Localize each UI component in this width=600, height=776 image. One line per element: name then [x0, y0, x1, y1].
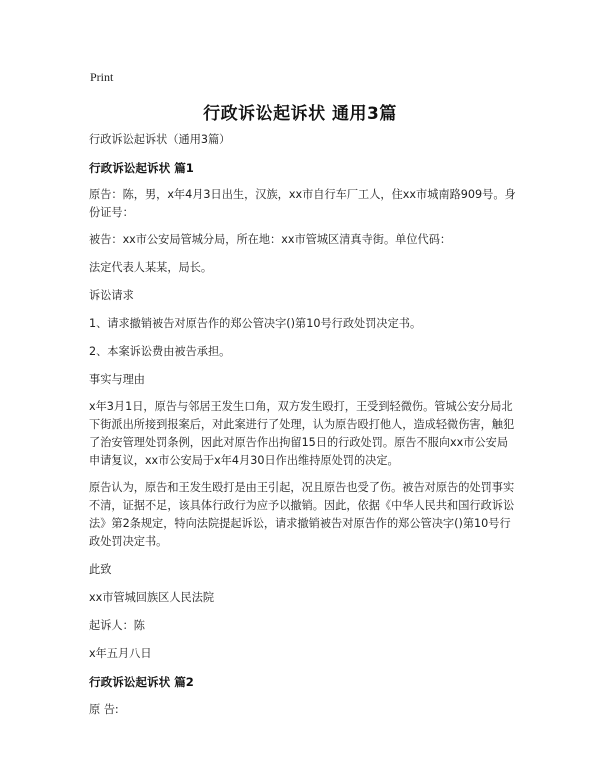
salutation: 此致	[89, 563, 112, 576]
facts-paragraph-1: x年3月1日，原告与邻居王发生口角，双方发生殴打，王受到轻微伤。管城公安分局北下街派出所接到报案后，对此案进行了处理，认为原告殴打他人，造成轻微伤害，触犯了治安管理处罚条例，因此对原告作出拘留15日的行政处罚。原告不服向xx市公安局申请复议，xx市公安局于x年4月30日作出维持原处罚的决定。	[89, 400, 515, 467]
print-link[interactable]: Print	[90, 70, 114, 84]
court-name: xx市管城回族区人民法院	[89, 591, 215, 604]
claims-heading: 诉讼请求	[89, 289, 134, 302]
date-line: x年五月八日	[89, 647, 152, 660]
section1-title: 行政诉讼起诉状 篇1	[89, 161, 194, 175]
section2-plaintiff-start: 原 告:	[89, 703, 119, 716]
defendant-paragraph: 被告：xx市公安局管城分局，所在地：xx市管城区清真寺街。单位代码：	[89, 233, 452, 246]
document-body	[89, 131, 517, 719]
document-title: 行政诉讼起诉状 通用3篇	[203, 104, 397, 124]
section2-title: 行政诉讼起诉状 篇2	[89, 675, 194, 689]
document-subtitle: 行政诉讼起诉状（通用3篇）	[89, 133, 231, 146]
signer-line: 起诉人：陈	[89, 619, 145, 632]
claim-item-1: 1、请求撤销被告对原告作的郑公管决字()第10号行政处罚决定书。	[89, 317, 422, 330]
plaintiff-paragraph: 原告：陈，男，x年4月3日出生，汉族，xx市自行车厂工人，住xx市城南路909号。身份证号：	[89, 188, 516, 219]
claim-item-2: 2、本案诉讼费由被告承担。	[89, 345, 231, 358]
facts-heading: 事实与理由	[89, 373, 145, 386]
legal-representative-paragraph: 法定代表人某某，局长。	[89, 261, 213, 274]
facts-paragraph-2: 原告认为，原告和王发生殴打是由王引起，况且原告也受了伤。被告对原告的处罚事实不清，证据不足，该具体行政行为应予以撤销。因此，依据《中华人民共和国行政诉讼法》第2条规定，特向法院提起诉讼，请求撤销被告对原告作的郑公管决字()第10号行政处罚决定书。	[89, 481, 515, 548]
